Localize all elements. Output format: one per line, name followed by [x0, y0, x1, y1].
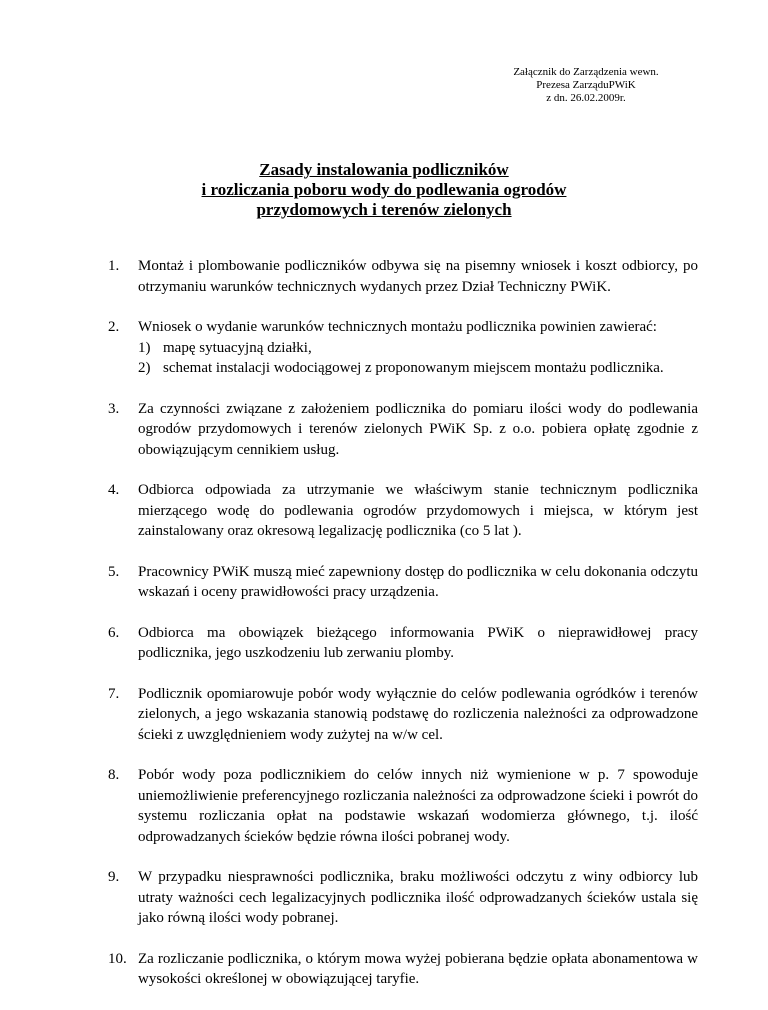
item-text: Odbiorca ma obowiązek bieżącego informowania PWiK o nieprawidłowej pracy podlicznika, jego uszkodzeniu lub zerwaniu plomby.: [138, 624, 698, 661]
rules-list: [0, 256, 768, 1010]
document-title: [0, 160, 768, 220]
list-item: [108, 765, 698, 847]
item-text: Montaż i plombowanie podliczników odbywa się na pisemny wniosek i koszt odbiorcy, po otrzymaniu warunków technicznych wydanych przez Dział Techniczny PWiK.: [138, 258, 698, 295]
item-text: Wniosek o wydanie warunków technicznych montażu podlicznika powinien zawierać:: [138, 319, 657, 335]
item-number: 2.: [108, 319, 120, 335]
sub-item-number: 2): [138, 360, 151, 376]
item-text: Pracownicy PWiK muszą mieć zapewniony dostęp do podlicznika w celu dokonania odczytu wskazań i oceny prawidłowości pracy urządzenia.: [138, 563, 698, 600]
item-number: 6.: [108, 624, 120, 641]
annex-line-3: z dn. 26.02.2009r.: [546, 92, 626, 104]
list-item: [108, 480, 698, 542]
list-item: [108, 399, 698, 461]
list-item: [108, 684, 698, 746]
item-text: Podlicznik opomiarowuje pobór wody wyłącznie do celów podlewania ogródków i terenów zielonych, a jego wskazania stanowią podstawę do rozliczenia należności za odprowadzone ścieki z uwzględnieniem wody zużytej na w/w cel.: [138, 685, 698, 743]
item-text: Za czynności związane z założeniem podlicznika do pomiaru ilości wody do podlewania ogrodów przydomowych i terenów zielonych PWiK Sp. z o.o. pobiera opłatę zgodnie z obowiązującym cennikiem usług.: [138, 400, 698, 458]
item-number: 10.: [108, 950, 127, 967]
sub-list-item: [138, 358, 698, 379]
annex-note: [486, 66, 686, 105]
item-text: Za rozliczanie podlicznika, o którym mowa wyżej pobierana będzie opłata abonamentowa w wysokości określonej w obowiązującej taryfie.: [138, 950, 698, 987]
list-item: [108, 867, 698, 929]
item-number: 8.: [108, 767, 120, 783]
item-text: Odbiorca odpowiada za utrzymanie we właściwym stanie technicznym podlicznika mierzącego wodę do podlewania ogrodów przydomowych i miejsca, w którym jest zainstalowany oraz okresową legalizację podlicznika (co 5 lat ).: [138, 482, 698, 539]
sub-item-text: schemat instalacji wodociągowej z proponowanym miejscem montażu podlicznika.: [163, 360, 664, 376]
item-number: 1.: [108, 258, 120, 274]
item-number: 9.: [108, 869, 120, 885]
item-number: 4.: [108, 482, 120, 498]
item-number: 7.: [108, 685, 120, 702]
list-item: [108, 256, 698, 297]
list-item: [108, 317, 698, 379]
annex-line-1: Załącznik do Zarządzenia wewn.: [513, 66, 659, 78]
sub-list-item: [138, 338, 698, 359]
title-line-1: Zasady instalowania podliczników: [259, 160, 509, 179]
sub-item-text: mapę sytuacyjną działki,: [163, 339, 312, 356]
list-item: [108, 562, 698, 603]
list-item: [108, 949, 698, 990]
item-text: Pobór wody poza podlicznikiem do celów innych niż wymienione w p. 7 spowoduje uniemożliwienie preferencyjnego rozliczania należności za odprowadzone ścieki i powrót do systemu rozliczania opłat na podstawie wskazań wodomierza głównego, t.j. ilość odprowadzanych ścieków będzie równa ilości pobranej wody.: [138, 767, 698, 845]
item-text: W przypadku niesprawności podlicznika, braku możliwości odczytu z winy odbiorcy lub utraty ważności cech legalizacyjnych podlicznika ilość odprowadzanych ścieków ustala się jako równą ilości wody pobranej.: [138, 869, 698, 926]
title-line-3: przydomowych i terenów zielonych: [256, 200, 512, 219]
item-number: 5.: [108, 563, 120, 580]
list-item: [108, 623, 698, 664]
title-line-2: i rozliczania poboru wody do podlewania ogrodów: [201, 180, 567, 199]
sub-item-number: 1): [138, 339, 151, 356]
item-number: 3.: [108, 400, 120, 417]
annex-line-2: Prezesa ZarząduPWiK: [536, 79, 636, 91]
